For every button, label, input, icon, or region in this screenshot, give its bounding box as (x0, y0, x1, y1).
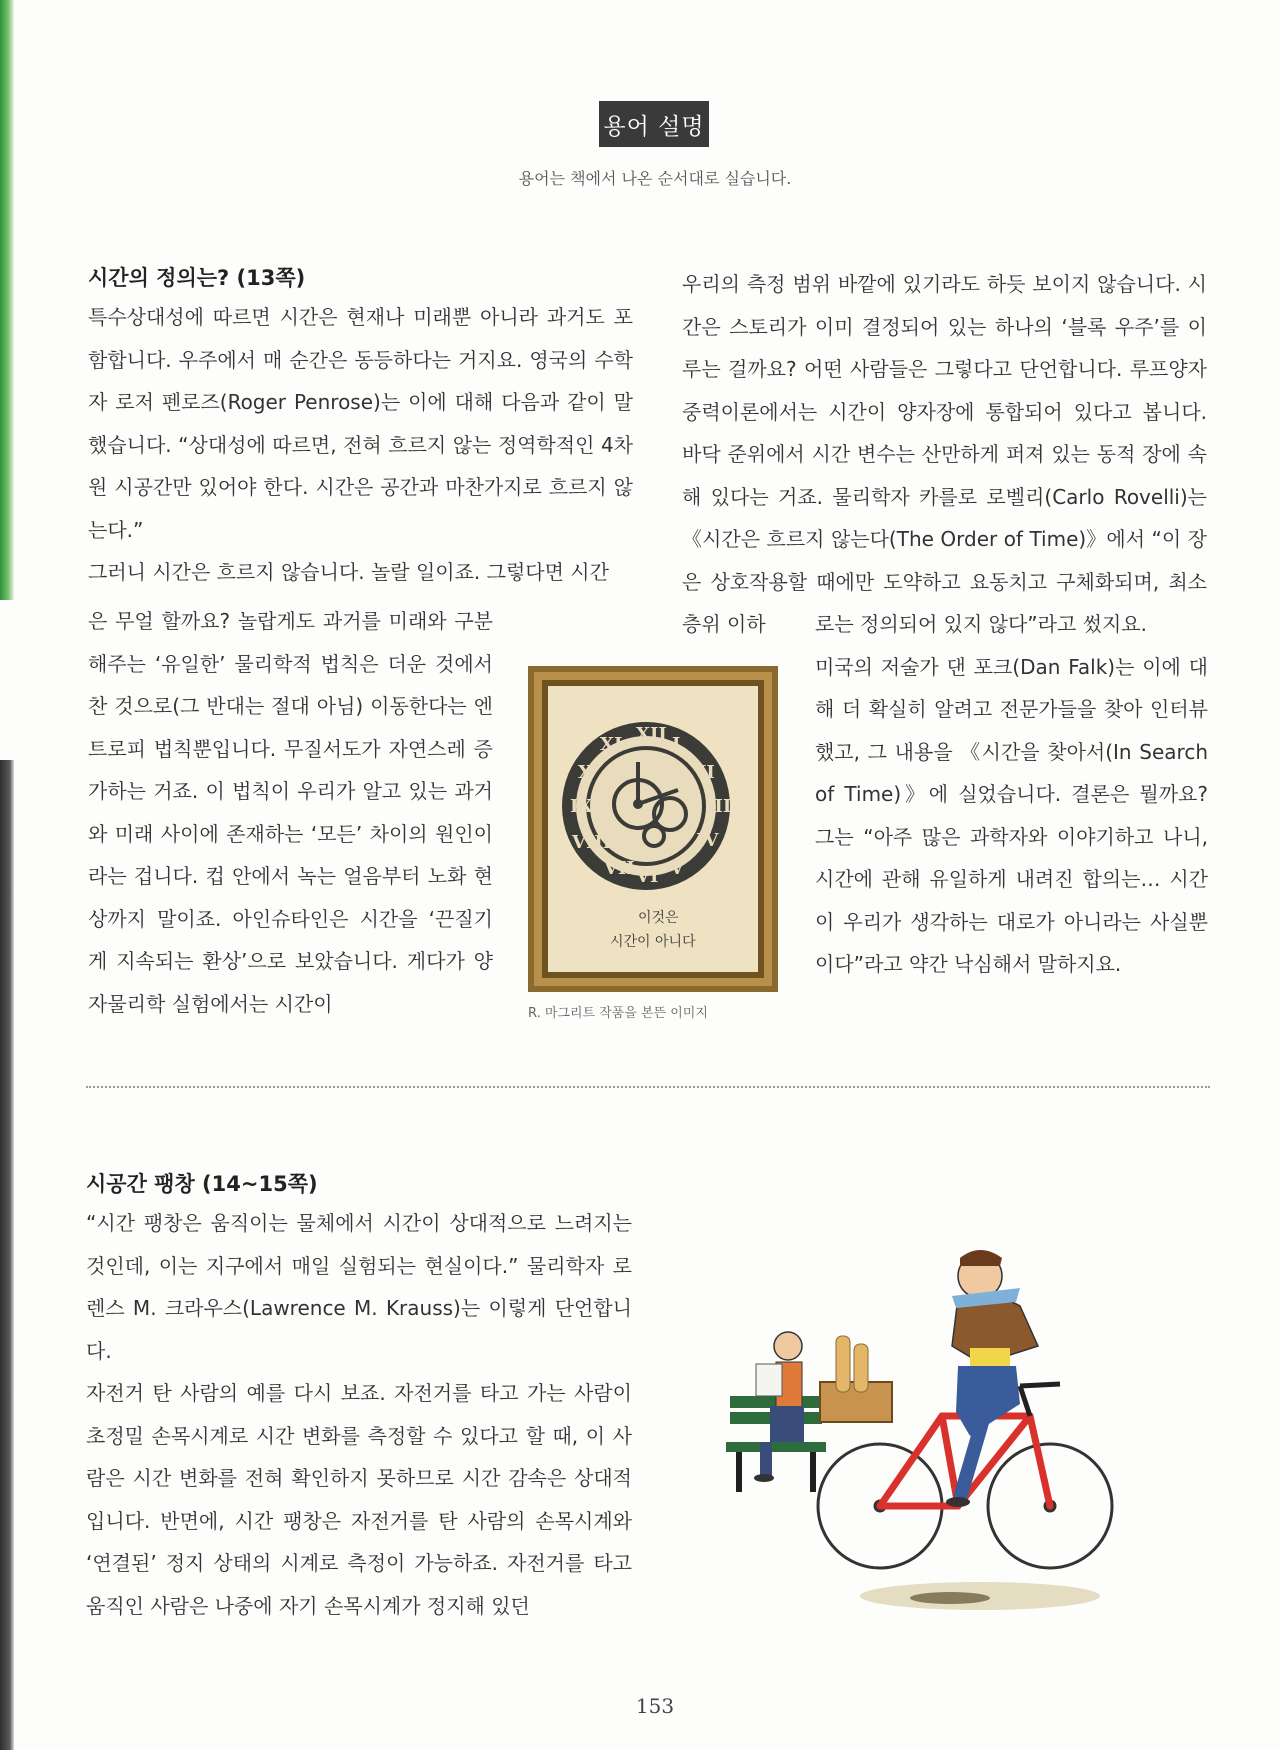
section1-right-column (682, 263, 1207, 646)
svg-text:VII: VII (604, 858, 635, 879)
svg-text:I: I (672, 734, 681, 755)
svg-text:II: II (698, 762, 715, 783)
paragraph: “시간 팽창은 움직이는 물체에서 시간이 상대적으로 느려지는 것인데, 이는 지구에서 매일 실험되는 현실이다.” 물리학자 로렌스 M. 크라우스(Lawrence M. Krauss)는 이렇게 단언합니다. (86, 1211, 632, 1363)
page-number: 153 (635, 1694, 675, 1718)
painting-text-line1: 이것은 (638, 910, 679, 926)
svg-text:XI: XI (600, 734, 623, 755)
bench-group (726, 1332, 826, 1492)
paragraph: 은 무얼 할까요? 놀랍게도 과거를 미래와 구분해주는 ‘유일한’ 물리학적 법칙은 더운 것에서 찬 것으로(그 반대는 절대 아님) 이동한다는 엔트로피 법칙뿐입니다. 무질서도가 자연스레 증가하는 거죠. 이 법칙이 우리가 알고 있는 과거와 미래 사이에 존재하는 ‘모든’ 차이의 원인이라는 겁니다. 컵 안에서 녹는 얼음부터 노화 현상까지 말이죠. 아인슈타인은 시간을 ‘끈질기게 지속되는 환상’으로 보았습니다. 게다가 양자물리학 실험에서는 시간이 (88, 609, 493, 1016)
paragraph: 로는 정의되어 있지 않다”라고 썼지요. (815, 612, 1147, 636)
svg-text:X: X (578, 762, 592, 783)
section-title-time-definition: 시간의 정의는? (13쪽) (88, 266, 306, 290)
svg-text:IV: IV (696, 830, 719, 851)
figure-caption: R. 마그리트 작품을 본뜬 이미지 (528, 1006, 708, 1021)
page-edge-green (0, 0, 14, 600)
section1-left-column (88, 296, 633, 594)
section1-right-narrow-column (815, 603, 1208, 986)
clock-painting-image (528, 666, 778, 992)
section-divider (86, 1086, 1210, 1088)
paragraph: 그러니 시간은 흐르지 않습니다. 놀랄 일이죠. 그렇다면 시간 (88, 560, 609, 584)
section-title-time-dilation: 시공간 팽창 (14~15쪽) (86, 1172, 318, 1196)
glossary-subtitle: 용어는 책에서 나온 순서대로 실습니다. (518, 169, 792, 188)
svg-text:III: III (706, 796, 732, 817)
paragraph: 미국의 저술가 댄 포크(Dan Falk)는 이에 대해 더 확실히 알려고 전문가들을 찾아 인터뷰했고, 그 내용을 《시간을 찾아서(In Search of Time)》에 실었습니다. 결론은 뭘까요? 그는 “아주 많은 과학자와 이야기하고 나니, 시간에 관해 유일하게 내려진 합의는… 시간이 우리가 생각하는 대로가 아니라는 사실뿐이다”라고 약간 낙심해서 말하지요. (815, 654, 1208, 976)
paragraph: 자전거 탄 사람의 예를 다시 보죠. 자전거를 타고 가는 사람이 초정밀 손목시계로 시간 변화를 측정할 수 있다고 할 때, 이 사람은 시간 변화를 전혀 확인하지 못하므로 시간 감속은 상대적입니다. 반면에, 시간 팽창은 자전거를 탄 사람의 손목시계와 ‘연결된’ 정지 상태의 시계로 측정이 가능하죠. 자전거를 타고 움직인 사람은 나중에 자기 손목시계가 정지해 있던 (86, 1381, 632, 1618)
svg-text:VI: VI (636, 866, 659, 887)
svg-text:V: V (670, 858, 684, 879)
page-edge-dark (0, 760, 14, 1750)
glossary-heading: 용어 설명 (599, 101, 709, 147)
svg-text:IX: IX (570, 796, 593, 817)
cyclist-and-bench-illustration (720, 1236, 1140, 1616)
svg-text:XII: XII (636, 724, 667, 745)
section1-left-narrow-column (88, 600, 493, 1025)
painting-text-line2: 시간이 아니다 (610, 934, 696, 950)
svg-text:VIII: VIII (572, 832, 612, 853)
section2-column (86, 1202, 632, 1627)
paragraph: 우리의 측정 범위 바깥에 있기라도 하듯 보이지 않습니다. 시간은 스토리가 이미 결정되어 있는 하나의 ‘블록 우주’를 이루는 걸까요? 어떤 사람들은 그렇다고 단언합니다. 루프양자중력이론에서는 시간이 양자장에 통합되어 있다고 봅니다. 바닥 준위에서 시간 변수는 산만하게 퍼져 있는 동적 장에 속해 있다는 거죠. 물리학자 카를로 로벨리(Carlo Rovelli)는 《시간은 흐르지 않는다(The Order of Time)》에서 “이 장은 상호작용할 때에만 도약하고 요동치고 구체화되며, 최소 층위 이하 (682, 272, 1207, 636)
paragraph: 특수상대성에 따르면 시간은 현재나 미래뿐 아니라 과거도 포함합니다. 우주에서 매 순간은 동등하다는 거지요. 영국의 수학자 로저 펜로즈(Roger Penrose)는 이에 대해 다음과 같이 말했습니다. “상대성에 따르면, 전혀 흐르지 않는 정역학적인 4차원 시공간만 있어야 한다. 시간은 공간과 마찬가지로 흐르지 않는다.” (88, 305, 633, 542)
